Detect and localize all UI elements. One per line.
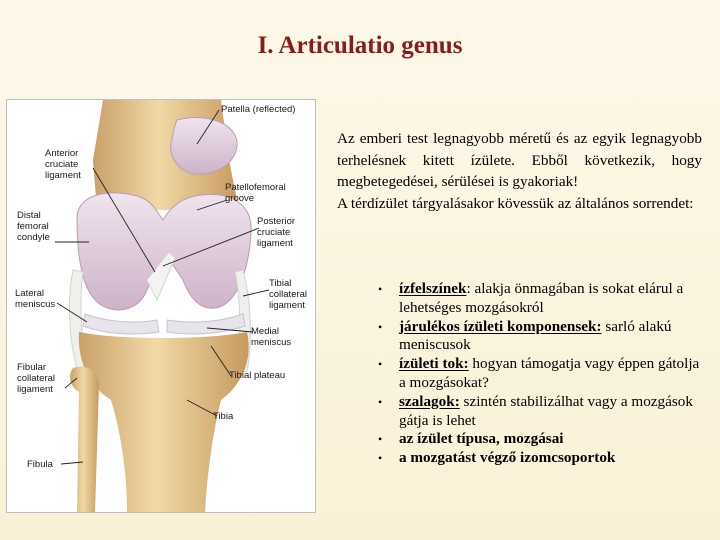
list-item [378,318,708,356]
label-medial-meniscus: Medial meniscus [251,326,292,348]
list-item [378,393,708,431]
bullet-term: a mozgatást végző izomcsoportok [399,449,616,467]
bullet-icon: • [378,319,383,334]
bullet-icon: • [378,451,383,466]
intro-paragraph-2: A térdízület tárgyalásakor kövessük az általános sorrendet: [337,194,694,212]
slide-title: I. Articulatio genus [257,32,463,59]
tibia [79,332,249,512]
label-patella: Patella (reflected) [221,104,296,115]
bullet-icon: • [378,394,383,409]
label-anterior-cruciate-ligament: Anterior cruciate ligament [45,148,81,181]
label-tibial-plateau: Tibial plateau [229,370,286,381]
bullet-term: az ízület típusa, mozgásai [399,430,564,448]
intro-paragraph-1: Az emberi test legnagyobb méretű és az egyik legnagyobb terhelésnek kitett ízülete. Ebből következik, hogy megbetegedései, sérülései is gyakoriak! [337,130,702,190]
label-patellofemoral-groove: Patellofemoral groove [225,182,286,204]
intro-text [337,128,702,214]
bullet-term: ízfelszínek [399,280,467,297]
list-item [378,430,708,449]
label-fibular-collateral-ligament: Fibular collateral ligament [17,362,56,395]
bullet-text: : alakja önmagában is sokat elárul a lehetséges mozgásokról [399,280,684,316]
bullet-list [378,280,708,468]
bullet-text: szintén stabilizálhat vagy a mozgások gátja is lehet [399,392,693,429]
bullet-term: ízületi tok: [399,355,469,373]
list-item [378,355,708,393]
knee-anatomy-figure [6,99,316,513]
bullet-term: járulékos ízületi komponensek: [399,317,602,335]
list-item [378,449,708,468]
list-item [378,280,708,318]
bullet-text: sarló alakú meniscusok [399,317,672,354]
fibula [70,367,99,512]
bullet-text: hogyan támogatja vagy éppen gátolja a mozgásokat? [399,355,700,391]
label-lateral-meniscus: Lateral meniscus [15,288,56,310]
label-tibia: Tibia [213,411,234,422]
femoral-condyles [77,193,251,310]
bullet-term: szalagok: [399,392,460,410]
label-tibial-collateral-ligament: Tibial collateral ligament [269,278,308,311]
label-distal-femoral-condyle: Distal femoral condyle [17,210,50,243]
label-fibula: Fibula [27,459,53,470]
bullet-icon: • [378,432,383,447]
bullet-icon: • [378,282,383,296]
menisci [83,314,159,334]
bullet-icon: • [378,357,383,372]
label-posterior-cruciate-ligament: Posterior cruciate ligament [257,216,296,249]
